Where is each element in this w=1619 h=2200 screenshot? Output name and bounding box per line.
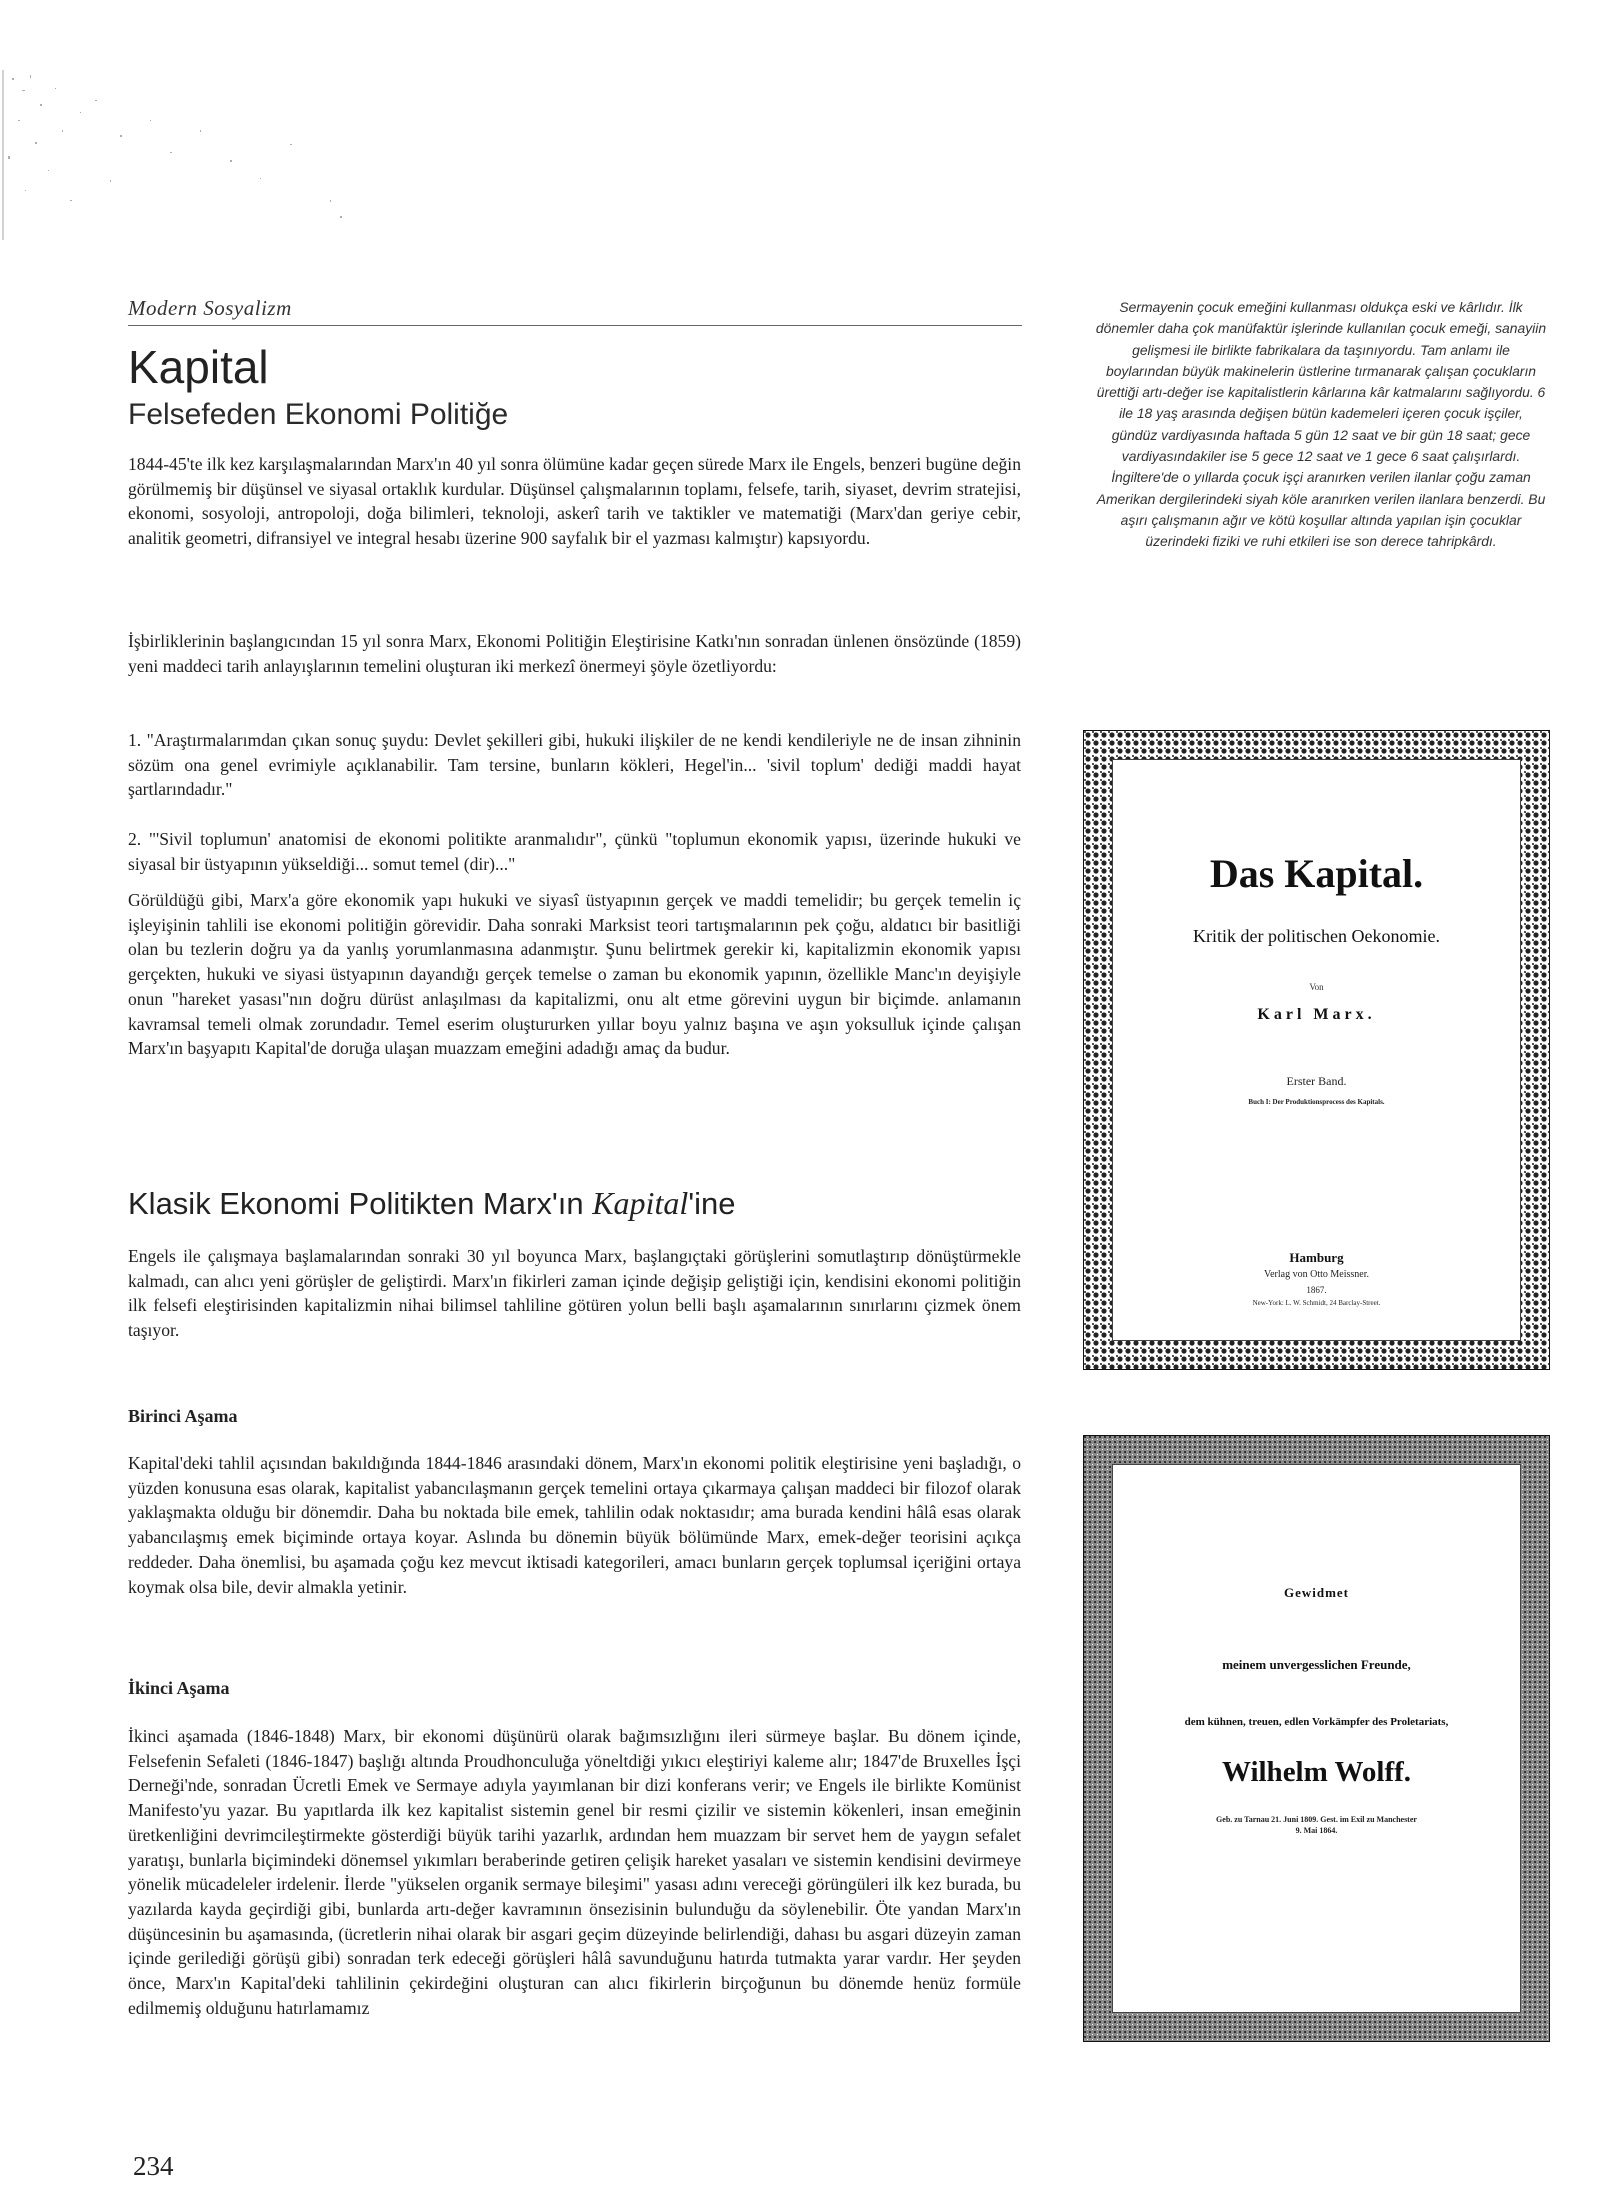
stage1-paragraph: Kapital'deki tahlil açısından bakıldığında 1844-1846 arasındaki dönem, Marx'ın ekonomi politik eleştirisine yeni başladığı, o yüzden konusuna esas olarak, kapitalist yabancılaşmanın gerçek temelini ortaya çıkarmaya çalışan maddeci bir filozof olarak yaklaşmakta olduğu bir dönemdir. Daha bu noktada bile emek, tahlilin odak noktasıdır; ama burada kendini hâlâ esas olarak yabancılaşmış emek biçiminde ortaya koyar. Aslında bu dönemin büyük bölümünde Marx, emek-değer teorisini açıkça reddeder. Daha önemlisi, bu aşamada çoğu kez mevcut iktisadi kategorileri, amacı bunların gerçek toplumsal içeriğini ortaya koymak olsa bile, devir almakla yetinir. xyxy=(128,1453,1021,1597)
section-heading-suffix: 'ine xyxy=(688,1186,736,1221)
stage2-paragraph: İkinci aşamada (1846-1848) Marx, bir ekonomi düşünürü olarak bağımsızlığını ileri sürmeye başlar. Bu dönem içinde, Felsefenin Sefaleti (1846-1847) başlığı altında Proudhonculuğa yöneltdiği yıkıcı eleştiriyi kaleme alır; 1847'de Bruxelles İşçi Derneği'nde, sonradan Ücretli Emek ve Sermaye adıyla yayımlanan bir dizi konferans verir; ve Engels ile birlikte Komünist Manifesto'yu yazar. Bu yapıtlarda ilk kez kapitalist sistemin genel bir resmi çizilir ve sistemin kökenleri, insan emeğinin üretkenliğini devrimcileştirmekte gösterdiği büyük tarihi yazarlık, ardından hem muazzam bir servet hem de yaygın sefalet yaratışı, bunlarla biçimindeki dönemsel yıkımları beraberinde getiren çelişik hareket yasaları ve sistemin kendisini devirmeye yönelik mücadeleler irdelenir. İlerde "yükselen organik sermaye bileşimi" yasası adını vereceği görüngüleri ilk kez burada, bu yazılarda kayda geçirdiği gibi, bunlarda artı-değer kavramının önsezisinin bulunduğu da söylenebilir. Öte yandan Marx'ın düşüncesinin bu aşamasında, (ücretlerin nihai olarak bir asgari geçim düzeyinde belirlendiği, dahası bu asgari düzeyin zaman içinde gerilediği görüşü gibi) sonradan terk edeceği görüşleri hâlâ savunduğunu hatırda tutmakta yarar vardır. Her şeyden önce, Marx'ın Kapital'deki tahlilinin çekirdeğini oluşturan can alıcı fikirlerin birçoğunun bu dönemde henüz formüle edilmemiş olduğunu hatırlamamız xyxy=(128,1726,1021,2018)
title-page-inner xyxy=(1112,759,1521,1341)
intro-paragraph-1: 1844-45'te ilk kez karşılaşmalarından Marx'ın 40 yıl sonra ölümüne kadar geçen sürede Marx ile Engels, benzeri bugüne değin görülmemiş bir düşünsel ve siyasal ortaklık kurdular. Düşünsel çalışmalarının toplamı, felsefe, tarih, siyaset, devrim stratejisi, ekonomi, sosyoloji, antropoloji, doğa bilimleri, teknoloji, askerî tarih ve taktikler ve matematiği (Marx'dan geriye cebir, analitik geometri, difransiyel ve integral hesabı üzerine 900 sayfalık bir el yazması kalmıştır) kapsıyordu. xyxy=(128,454,1021,549)
section-heading xyxy=(128,1185,736,1222)
book-von: Von xyxy=(1309,982,1324,992)
dedication-line-2: dem kühnen, treuen, edlen Vorkämpfer des Proletariats, xyxy=(1184,1716,1449,1728)
book-volume: Erster Band. xyxy=(1286,1074,1347,1088)
dedication-gewidmet: Gewidmet xyxy=(1283,1585,1350,1600)
section-heading-text: Klasik Ekonomi Politikten Marx'ın xyxy=(128,1186,593,1221)
sidebar-caption: Sermayenin çocuk emeğini kullanması oldukça eski ve kârlıdır. İlk dönemler daha çok manüfaktür işlerinde kullanılan çocuk emeği, sanayiin gelişmesi ile birlikte fabrikalara da taşınıyordu. Tam anlamı ile boylarından büyük makinelerin üstlerine tırmanarak çalışan çocukların ürettiği artı-değer ise kapitalistlerin kârlarına kâr katmalarını sağlıyordu. 6 ile 18 yaş arasında değişen bütün kademeleri içeren çocuk işçiler, gündüz vardiyasında haftada 5 gün 12 saat ve bir gün 18 saat; gece vardiyasındakiler ise 5 gece 12 saat ve 1 gece 6 saat çalışırlardı. İngiltere'de o yıllarda çocuk işçi aranırken verilen ilanlar çoğu zaman Amerikan dergilerindeki siyah köle aranırken verilen ilanlara benzerdi. Bu aşırı çalışmanın ağır ve kötü koşullar altında yapılan işin çocuklar üzerindeki fiziki ve ruhi etkileri ise son derece tahripkârdı. xyxy=(1095,299,1547,550)
book-part: Buch I: Der Produktionsprocess des Kapitals. xyxy=(1248,1098,1385,1106)
book-title: Das Kapital. xyxy=(1209,851,1424,896)
page-title: Kapital xyxy=(128,341,269,393)
dedication-line-1: meinem unvergesslichen Freunde, xyxy=(1222,1657,1411,1672)
intro-paragraph-3: Görüldüğü gibi, Marx'a göre ekonomik yapı hukuki ve siyasî üstyapının gerçek ve maddi temelidir; bu gerçek temelin iç işleyişinin tahlili ise ekonomi politiğin görevidir. Daha sonraki Marksist teori tartışmalarının pek çoğu, aldatıcı bir basitliği olan bu tezlerin doğru ya da yanlış yorumlanmasına adanmıştır. Şunu belirtmek gerekir ki, kapitalizmin ekonomik yapısı gerçekten, hukuki ve siyasi üstyapının dayandığı gerçek temelse o zaman bu ekonomik yapının, özellikle Manc'ın deyişiyle onun "hareket yasası"nın doğru dürüst anlaşılması da kapitalizmi, onu alt etme görevini uygun bir biçimde. anlamanın kavramsal temeli olmak zorundadır. Temel eserim oluştururken yıllar boyu yalnız başına ve aşın yoksulluk içinde çalışan Marx'ın başyapıtı Kapital'de doruğa ulaşan muazzam emeğini adadığı amaç da budur. xyxy=(128,890,1021,1059)
section-divider xyxy=(128,325,1022,326)
dedication-inner xyxy=(1112,1464,1521,2013)
book-city: Hamburg xyxy=(1289,1250,1344,1265)
book-year: 1867. xyxy=(1306,1285,1327,1295)
book-subtitle: Kritik der politischen Oekonomie. xyxy=(1193,926,1440,946)
stage2-heading: İkinci Aşama xyxy=(128,1678,230,1698)
intro-paragraph-2: İşbirliklerinin başlangıcından 15 yıl sonra Marx, Ekonomi Politiğin Eleştirisine Katkı'nın sonradan ünlenen önsözünde (1859) yeni maddeci tarih anlayışlarının temelini oluşturan iki merkezî önermeyi şöyle özetliyordu: xyxy=(128,631,1021,676)
page-subtitle: Felsefeden Ekonomi Politiğe xyxy=(128,398,509,431)
quote-2: 2. "'Sivil toplumun' anatomisi de ekonomi politikte aranmalıdır", çünkü "toplumun ekonomik yapısı, üzerinde hukuki ve siyasal bir üstyapının yükseldiği... somut temel (dir)..." xyxy=(128,829,1021,874)
book-author: Karl Marx. xyxy=(1257,1006,1376,1023)
dedication-name: Wilhelm Wolff. xyxy=(1221,1756,1412,1788)
section-heading-italic: Kapital xyxy=(592,1185,689,1221)
page-number: 234 xyxy=(133,2151,174,2181)
scan-speckle xyxy=(0,60,380,250)
dedication-page xyxy=(1083,1435,1550,2042)
dedication-died: 9. Mai 1864. xyxy=(1295,1826,1338,1835)
section-label: Modern Sosyalizm xyxy=(128,296,292,320)
book-publisher: Verlag von Otto Meissner. xyxy=(1264,1269,1369,1280)
das-kapital-title-page xyxy=(1083,730,1550,1370)
quote-1: 1. "Araştırmalarımdan çıkan sonuç şuydu: Devlet şekilleri gibi, hukuki ilişkiler de ne kendi kendileriyle ne de insan zihninin sözüm ona genel evrimiyle açıklanabilir. Tam tersine, bunların kökleri, Hegel'in... 'sivil toplum' dediği maddi hayat şartlarındadır." xyxy=(128,730,1021,800)
stage1-heading: Birinci Aşama xyxy=(128,1406,238,1426)
dedication-born: Geb. zu Tarnau 21. Juni 1809. Gest. im Exil zu Manchester xyxy=(1216,1815,1417,1824)
section2-paragraph: Engels ile çalışmaya başlamalarından sonraki 30 yıl boyunca Marx, başlangıçtaki görüşlerini somutlaştırıp dönüştürmekle kalmadı, can alıcı yeni görüşler de geliştirdi. Marx'ın fikirleri zaman içinde değişip geliştiği için, kendisini ekonomi politiğin ilk felsefi eleştirisinden kapitalizmin nihai bilimsel tahliline götüren yolun belli başlı aşamalarının sınırlarını çizmek önem taşıyor. xyxy=(128,1246,1021,1341)
scan-edge-line xyxy=(2,70,4,240)
book-newyork: New-York: L. W. Schmidt, 24 Barclay-Street. xyxy=(1252,1299,1381,1307)
